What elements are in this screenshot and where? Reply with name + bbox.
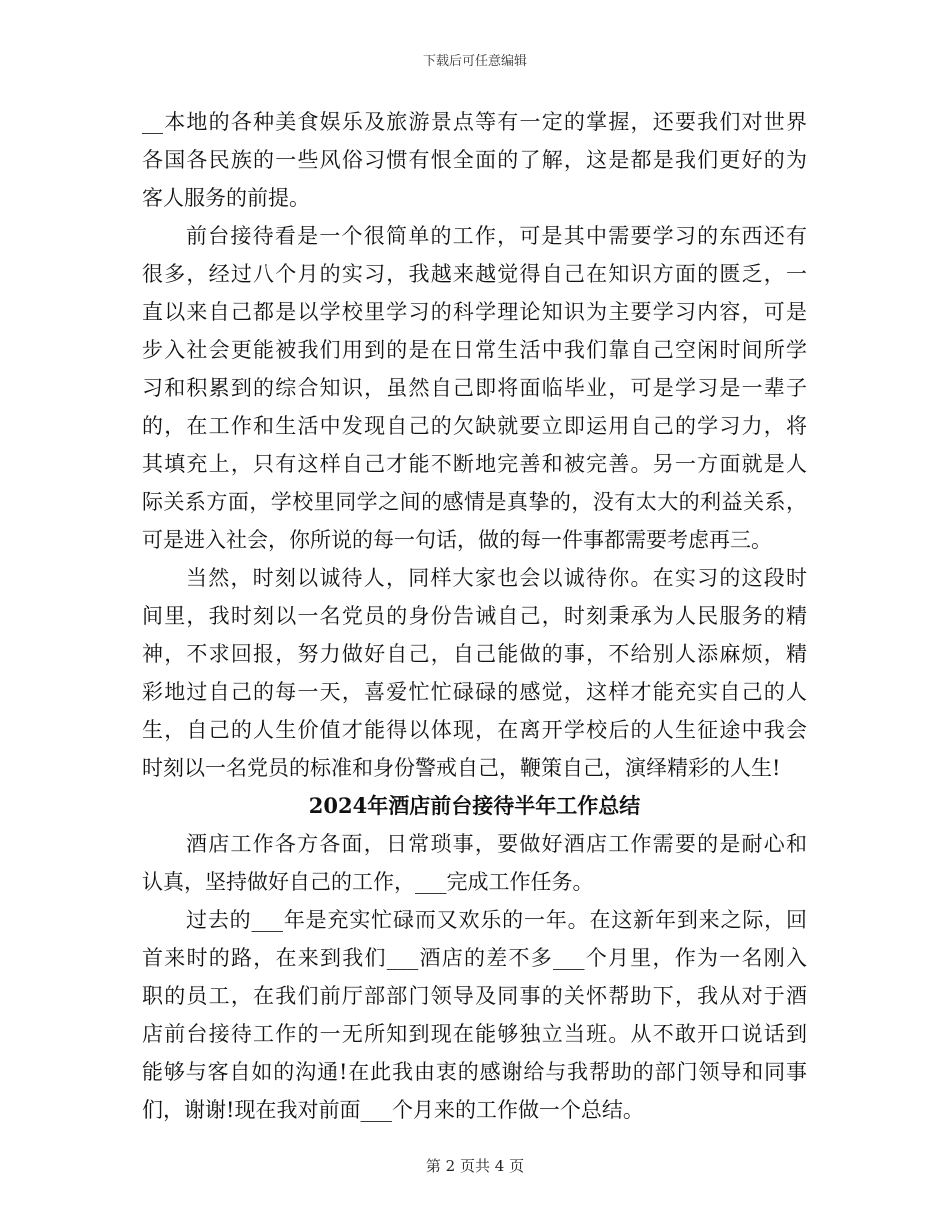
paragraph-line: 神，不求回报，努力做好自己，自己能做的事，不给别人添麻烦，精 (142, 642, 807, 666)
paragraph-line: 时刻以一名党员的标准和身份警戒自己，鞭策自己，演绎精彩的人生! (142, 756, 781, 780)
paragraph-line: 当然，时刻以诚待人，同样大家也会以诚待你。在实习的这段时 (186, 566, 807, 590)
paragraph-line: 步入社会更能被我们用到的是在日常生活中我们靠自己空闲时间所学 (142, 338, 807, 362)
paragraph-line: 其填充上，只有这样自己才能不断地完善和被完善。另一方面就是人 (142, 452, 807, 476)
paragraph-line: 能够与客自如的沟通!在此我由衷的感谢给与我帮助的部门领导和同事 (142, 1060, 807, 1084)
paragraph-line: 际关系方面，学校里同学之间的感情是真挚的，没有太大的利益关系， (142, 490, 807, 514)
paragraph-line: 们，谢谢!现在我对前面___个月来的工作做一个总结。 (142, 1098, 644, 1122)
paragraph-line: 职的员工，在我们前厅部部门领导及同事的关怀帮助下，我从对于酒 (142, 984, 807, 1008)
paragraph-line: 彩地过自己的每一天，喜爱忙忙碌碌的感觉，这样才能充实自己的人 (142, 680, 807, 704)
paragraph-line: 首来时的路，在来到我们___酒店的差不多___个月里，作为一名刚入 (142, 946, 807, 970)
document-body (142, 103, 807, 1129)
paragraph-line: 生，自己的人生价值才能得以体现，在离开学校后的人生征途中我会 (142, 718, 807, 742)
paragraph-line: 可是进入社会，你所说的每一句话，做的每一件事都需要考虑再三。 (142, 528, 772, 552)
header-note: 下载后可任意编辑 (422, 54, 527, 69)
paragraph-line: 直以来自己都是以学校里学习的科学理论知识为主要学习内容，可是 (142, 300, 807, 324)
document-title: 2024年酒店前台接待半年工作总结 (308, 793, 641, 818)
paragraph-line: 习和积累到的综合知识，虽然自己即将面临毕业，可是学习是一辈子 (142, 376, 807, 400)
paragraph-line: 店前台接待工作的一无所知到现在能够独立当班。从不敢开口说话到 (142, 1022, 807, 1046)
paragraph-line: 过去的___年是充实忙碌而又欢乐的一年。在这新年到来之际，回 (186, 908, 807, 932)
paragraph-line: __本地的各种美食娱乐及旅游景点等有一定的掌握，还要我们对世界 (142, 110, 807, 134)
paragraph-line: 各国各民族的一些风俗习惯有恨全面的了解，这是都是我们更好的为 (142, 148, 807, 172)
paragraph-line: 酒店工作各方各面，日常琐事，要做好酒店工作需要的是耐心和 (186, 832, 807, 856)
paragraph-line: 客人服务的前提。 (142, 186, 310, 210)
paragraph-line: 认真，坚持做好自己的工作，___完成工作任务。 (142, 870, 594, 894)
paragraph-line: 间里，我时刻以一名党员的身份告诫自己，时刻秉承为人民服务的精 (142, 604, 807, 628)
paragraph-line: 很多，经过八个月的实习，我越来越觉得自己在知识方面的匮乏，一 (142, 262, 807, 286)
page-number-footer: 第 2 页共 4 页 (425, 1157, 525, 1175)
paragraph-line: 前台接待看是一个很简单的工作，可是其中需要学习的东西还有 (186, 224, 807, 248)
paragraph-line: 的，在工作和生活中发现自己的欠缺就要立即运用自己的学习力，将 (142, 414, 807, 438)
